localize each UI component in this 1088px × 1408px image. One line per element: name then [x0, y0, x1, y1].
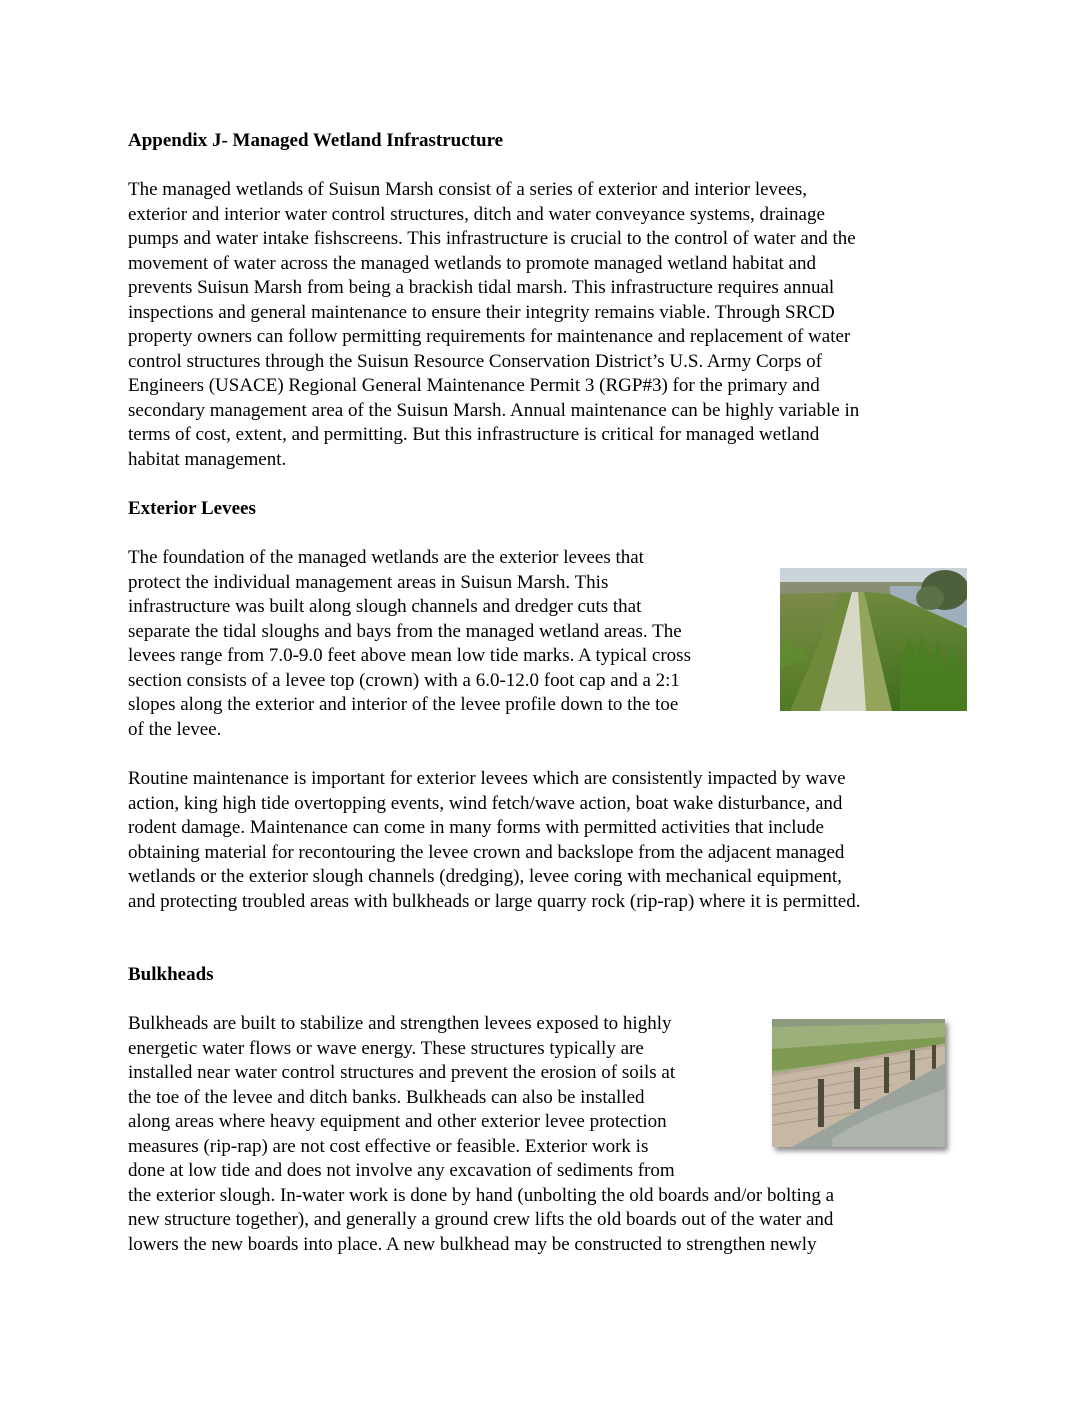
intro-line: secondary management area of the Suisun Marsh. Annual maintenance can be highly variable in: [128, 399, 860, 421]
levees-line: The foundation of the managed wetlands are the exterior levees that: [128, 547, 644, 568]
bulkheads-line: the toe of the levee and ditch banks. Bulkheads can also be installed: [128, 1086, 645, 1108]
bulkheads-line: energetic water flows or wave energy. These structures typically are: [128, 1037, 644, 1059]
bulkheads-line: Bulkheads are built to stabilize and strengthen levees exposed to highly: [128, 1013, 672, 1034]
bulkheads-line: lowers the new boards into place. A new bulkhead may be constructed to strengthen newly: [128, 1233, 817, 1255]
bulkheads-line: installed near water control structures and prevent the erosion of soils at: [128, 1062, 676, 1083]
levees-line: protect the individual management areas in Suisun Marsh. This: [128, 571, 609, 593]
bulkheads-line: along areas where heavy equipment and other exterior levee protection: [128, 1111, 667, 1132]
maintenance-paragraph: [128, 767, 860, 914]
levee-photo: [780, 568, 967, 711]
intro-line: pumps and water intake fishscreens. This infrastructure is crucial to the control of water and the: [128, 228, 856, 249]
section-heading-bulkheads: Bulkheads: [128, 964, 214, 985]
maintenance-line: wetlands or the exterior slough channels (dredging), levee coring with mechanical equipment,: [128, 866, 842, 887]
bulkheads-line: measures (rip-rap) are not cost effective or feasible. Exterior work is: [128, 1135, 649, 1157]
intro-line: The managed wetlands of Suisun Marsh consist of a series of exterior and interior levees,: [128, 179, 808, 200]
levees-line: section consists of a levee top (crown) with a 6.0-12.0 foot cap and a 2:1: [128, 669, 680, 691]
bulkheads-line: the exterior slough. In-water work is done by hand (unbolting the old boards and/or bolting a: [128, 1184, 835, 1206]
maintenance-line: action, king high tide overtopping events, wind fetch/wave action, boat wake disturbance, and: [128, 792, 843, 814]
intro-line: exterior and interior water control structures, ditch and water conveyance systems, drainage: [128, 203, 825, 225]
levees-paragraph: [128, 546, 691, 742]
intro-line: control structures through the Suisun Resource Conservation District’s U.S. Army Corps of: [128, 350, 822, 372]
intro-line: inspections and general maintenance to ensure their integrity remains viable. Through SRCD: [128, 301, 835, 323]
intro-line: movement of water across the managed wetlands to promote managed wetland habitat and: [128, 252, 816, 274]
maintenance-line: rodent damage. Maintenance can come in many forms with permitted activities that include: [128, 817, 824, 838]
bulkheads-paragraph: [128, 1012, 834, 1257]
intro-line: Engineers (USACE) Regional General Maintenance Permit 3 (RGP#3) for the primary and: [128, 375, 820, 396]
intro-paragraph: [128, 178, 859, 472]
maintenance-line: Routine maintenance is important for exterior levees which are consistently impacted by wave: [128, 768, 846, 789]
bulkhead-photo: [772, 1019, 945, 1147]
intro-line: prevents Suisun Marsh from being a brackish tidal marsh. This infrastructure requires annual: [128, 277, 835, 298]
intro-line: property owners can follow permitting requirements for maintenance and replacement of water: [128, 326, 851, 347]
intro-line: terms of cost, extent, and permitting. But this infrastructure is critical for managed wetland: [128, 424, 820, 445]
levees-line: slopes along the exterior and interior of the levee profile down to the toe: [128, 694, 679, 715]
maintenance-line: and protecting troubled areas with bulkheads or large quarry rock (rip-rap) where it is permitted.: [128, 890, 861, 912]
page-title: Appendix J- Managed Wetland Infrastructure: [128, 130, 504, 151]
bulkheads-line: done at low tide and does not involve any excavation of sediments from: [128, 1160, 675, 1181]
levees-line: infrastructure was built along slough channels and dredger cuts that: [128, 596, 642, 617]
levees-line: separate the tidal sloughs and bays from the managed wetland areas. The: [128, 620, 682, 642]
intro-line: habitat management.: [128, 448, 287, 470]
bulkheads-line: new structure together), and generally a ground crew lifts the old boards out of the water and: [128, 1209, 834, 1230]
maintenance-line: obtaining material for recontouring the levee crown and backslope from the adjacent managed: [128, 841, 845, 863]
levees-line: of the levee.: [128, 718, 222, 740]
section-heading-exterior-levees: Exterior Levees: [128, 498, 256, 519]
levees-line: levees range from 7.0-9.0 feet above mean low tide marks. A typical cross: [128, 645, 691, 666]
